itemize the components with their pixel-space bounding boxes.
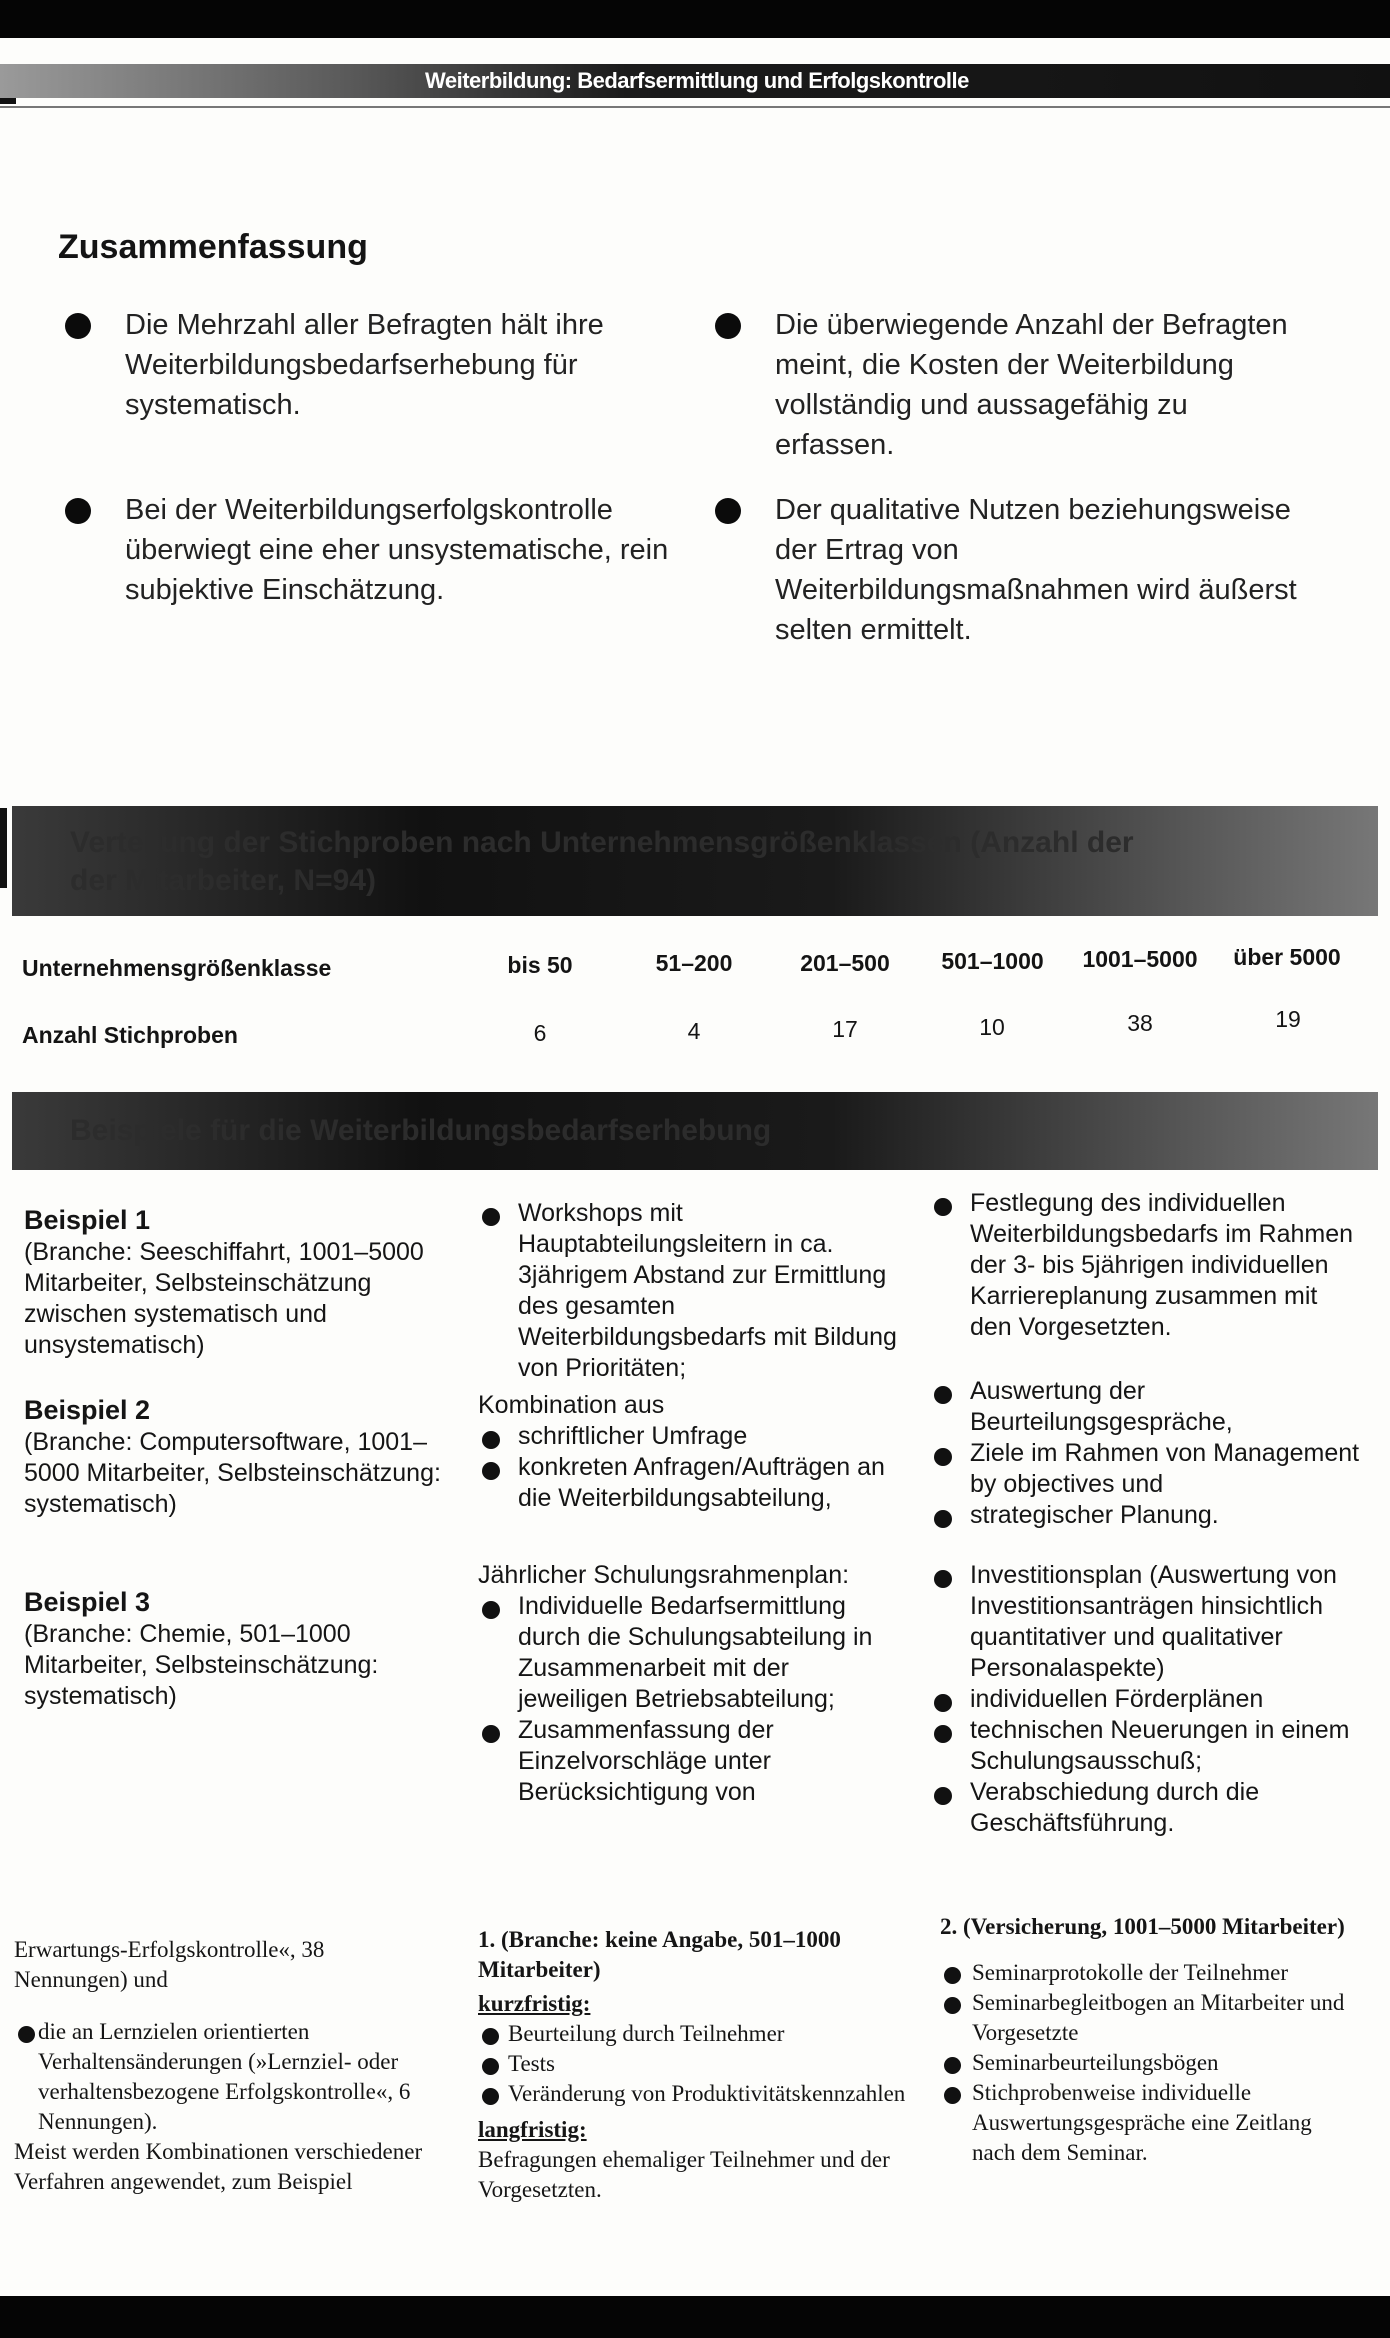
- list-item: Veränderung von Produktivitätskennzahlen: [478, 2079, 908, 2109]
- example-3-method: [478, 1560, 898, 1808]
- section-band-examples: [12, 1092, 1378, 1170]
- list-item: die an Lernzielen orientierten Verhaltensänderungen (»Lernziel- oder verhaltensbezogene Erfolgskontrolle«, 6 Nennungen).: [14, 2017, 439, 2137]
- bottom-example-2: [940, 1912, 1360, 2168]
- scan-bottom-edge: [0, 2296, 1390, 2338]
- table-cell: 38: [1127, 1010, 1153, 1036]
- paragraph: Befragungen ehemaliger Teilnehmer und der Vorgesetzten.: [478, 2147, 890, 2202]
- summary-text: Die überwiegende Anzahl der Befragten meint, die Kosten der Weiterbildung vollständig und aussagefähig zu erfassen.: [775, 309, 1288, 461]
- table-row-label: Unternehmensgrößenklasse: [22, 955, 332, 981]
- list-item: Zusammenfassung der Einzelvorschläge unter Berücksichtigung von: [478, 1715, 898, 1808]
- example-1: [24, 1205, 444, 1361]
- summary-text: Die Mehrzahl aller Befragten hält ihre Weiterbildungsbedarfserhebung für systematisch.: [125, 309, 604, 421]
- table-row-label: Anzahl Stichproben: [22, 1022, 238, 1048]
- table-cell: 4: [687, 1018, 701, 1044]
- bullet-icon: [715, 313, 741, 339]
- list-item: schriftlicher Umfrage: [478, 1421, 898, 1452]
- bottom-example-1: [478, 1925, 908, 2205]
- section-band-distribution: [12, 806, 1378, 916]
- table-cell: 19: [1275, 1006, 1301, 1032]
- example-title: Beispiel 2: [24, 1395, 151, 1425]
- list-item: Workshops mit Hauptabteilungsleitern in ca. 3jährigem Abstand zur Ermittlung des gesamten Weiterbildungsbedarfs mit Bildung von Prioritäten;: [478, 1198, 898, 1384]
- term-label: langfristig:: [478, 2117, 587, 2142]
- list-item: Tests: [478, 2049, 908, 2079]
- summary-item: [125, 305, 670, 425]
- example-title: 1. (Branche: keine Angabe, 501–1000 Mitarbeiter): [478, 1927, 841, 1982]
- list-item: Seminarprotokolle der Teilnehmer: [940, 1958, 1360, 1988]
- header-rule: [0, 106, 1390, 108]
- list-intro: Jährlicher Schulungsrahmenplan:: [478, 1561, 850, 1589]
- table-header-cell: 51–200: [655, 950, 733, 976]
- band-title-line: Beispiele für die Weiterbildungsbedarfserhebung: [70, 1114, 772, 1147]
- scan-top-edge: [0, 0, 1390, 38]
- band-title-line: Verteilung der Stichproben nach Unternehmensgrößenklassen (Anzahl der: [70, 826, 1134, 859]
- table-header-cell: 1001–5000: [1082, 946, 1198, 972]
- example-2: [24, 1395, 444, 1520]
- running-header: [0, 64, 1390, 98]
- example-3-result: [930, 1560, 1360, 1839]
- summary-heading: Zusammenfassung: [58, 228, 368, 266]
- list-item: Verabschiedung durch die Geschäftsführung.: [930, 1777, 1360, 1839]
- margin-mark: [0, 98, 16, 104]
- list-item: konkreten Anfragen/Aufträgen an die Weiterbildungsabteilung,: [478, 1452, 898, 1514]
- list-item: Stichprobenweise individuelle Auswertungsgespräche eine Zeitlang nach dem Seminar.: [940, 2078, 1360, 2168]
- list-item: Individuelle Bedarfsermittlung durch die Schulungsabteilung in Zusammenarbeit mit der jeweiligen Betriebsabteilung;: [478, 1591, 898, 1715]
- example-2-result: [930, 1376, 1360, 1531]
- list-item: Seminarbegleitbogen an Mitarbeiter und Vorgesetzte: [940, 1988, 1360, 2048]
- list-item: strategischer Planung.: [930, 1500, 1360, 1531]
- margin-mark: [0, 808, 7, 888]
- summary-item: [775, 305, 1300, 465]
- example-text: (Branche: Seeschiffahrt, 1001–5000 Mitarbeiter, Selbsteinschätzung zwischen systematisch und unsystematisch): [24, 1238, 424, 1359]
- table-cell: 17: [832, 1016, 858, 1042]
- list-item: Auswertung der Beurteilungsgespräche,: [930, 1376, 1360, 1438]
- list-item: Seminarbeurteilungsbögen: [940, 2048, 1360, 2078]
- summary-item: [125, 490, 670, 610]
- table-header-cell: 201–500: [800, 950, 890, 976]
- example-text: (Branche: Chemie, 501–1000 Mitarbeiter, Selbsteinschätzung: systematisch): [24, 1620, 379, 1710]
- example-title: Beispiel 3: [24, 1587, 151, 1617]
- example-text: (Branche: Computersoftware, 1001–5000 Mitarbeiter, Selbsteinschätzung: systematisch): [24, 1428, 441, 1518]
- table-cell: 10: [979, 1014, 1005, 1040]
- list-item: technischen Neuerungen in einem Schulungsausschuß;: [930, 1715, 1360, 1777]
- example-1-result: [930, 1188, 1360, 1343]
- summary-text: Bei der Weiterbildungserfolgskontrolle überwiegt eine eher unsystematische, rein subjektive Einschätzung.: [125, 494, 669, 606]
- table-header-cell: über 5000: [1233, 944, 1341, 970]
- example-1-method: [478, 1198, 898, 1384]
- table-header-cell: bis 50: [507, 952, 573, 978]
- band-title-line: der Mitarbeiter, N=94): [70, 864, 376, 897]
- bullet-icon: [715, 498, 741, 524]
- running-header-title: Weiterbildung: Bedarfsermittlung und Erfolgskontrolle: [425, 68, 969, 93]
- table-cell: 6: [533, 1020, 547, 1046]
- example-title: 2. (Versicherung, 1001–5000 Mitarbeiter): [940, 1914, 1345, 1939]
- list-item: Ziele im Rahmen von Management by objectives und: [930, 1438, 1360, 1500]
- example-title: Beispiel 1: [24, 1205, 151, 1235]
- term-label: kurzfristig:: [478, 1991, 591, 2016]
- list-item: Investitionsplan (Auswertung von Investitionsanträgen hinsichtlich quantitativer und qualitativer Personalaspekte): [930, 1560, 1360, 1684]
- table-header-cell: 501–1000: [941, 948, 1044, 974]
- list-intro: Kombination aus: [478, 1391, 665, 1419]
- list-item: Beurteilung durch Teilnehmer: [478, 2019, 908, 2049]
- bullet-icon: [65, 498, 91, 524]
- bottom-left-text: [14, 1935, 439, 2197]
- example-2-method: [478, 1390, 898, 1514]
- list-item: individuellen Förderplänen: [930, 1684, 1360, 1715]
- paragraph: Meist werden Kombinationen verschiedener Verfahren angewendet, zum Beispiel: [14, 2139, 423, 2194]
- example-3: [24, 1587, 444, 1712]
- list-item: Festlegung des individuellen Weiterbildungsbedarfs im Rahmen der 3- bis 5jährigen individuellen Karriereplanung zusammen mit den Vorgesetzten.: [930, 1188, 1360, 1343]
- summary-text: Der qualitative Nutzen beziehungsweise der Ertrag von Weiterbildungsmaßnahmen wird äußerst selten ermittelt.: [775, 494, 1297, 646]
- paragraph: Erwartungs-Erfolgskontrolle«, 38 Nennungen) und: [14, 1937, 325, 1992]
- bullet-icon: [65, 313, 91, 339]
- summary-item: [775, 490, 1300, 650]
